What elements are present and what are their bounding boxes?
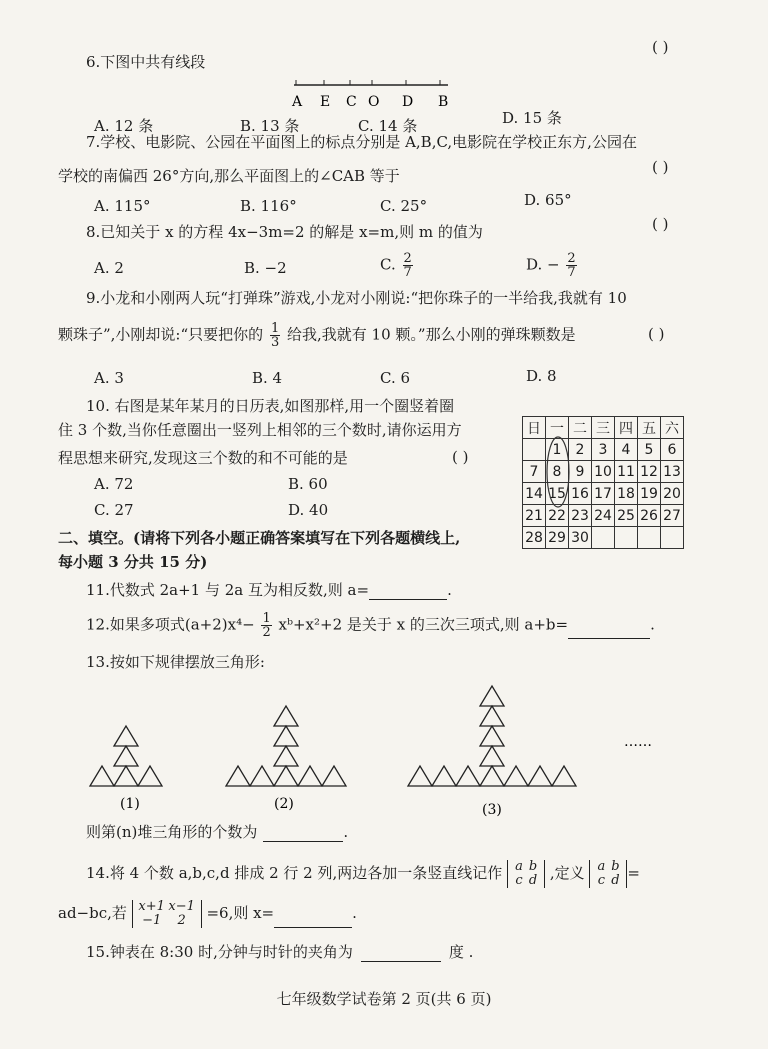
det-entry: a	[597, 859, 606, 874]
calendar-cell: 30	[569, 527, 592, 549]
q6-option-d: D. 15 条	[502, 109, 562, 127]
calendar-header-cell: 二	[569, 417, 592, 439]
calendar-cell: 7	[523, 461, 546, 483]
calendar-cell: 4	[615, 439, 638, 461]
det-entry: 2	[177, 913, 186, 928]
q14-determinant-notation	[507, 860, 545, 888]
calendar-cell	[661, 527, 684, 549]
det-entry: c	[597, 873, 606, 888]
det-entry: b	[528, 859, 538, 874]
calendar-cell: 8	[546, 461, 569, 483]
calendar-cell: 17	[592, 483, 615, 505]
calendar-cell: 10	[592, 461, 615, 483]
q7-line1: 7.学校、电影院、公园在平面图上的标点分别是 A,B,C,电影院在学校正东方,公园在	[86, 133, 637, 151]
q8-option-b: B. −2	[244, 259, 287, 277]
q14-text-c: ad−bc,若	[58, 904, 127, 922]
q7-option-d: D. 65°	[524, 191, 572, 209]
det-entry: b	[611, 859, 620, 874]
q14-determinant-definition	[589, 860, 627, 888]
calendar-circle-mark	[543, 434, 575, 512]
calendar-cell	[592, 527, 615, 549]
q10-option-a: A. 72	[94, 475, 134, 493]
q14-answer-blank[interactable]	[274, 913, 352, 928]
calendar-row	[523, 527, 684, 549]
q9-fraction	[270, 322, 280, 349]
calendar-cell: 9	[569, 461, 592, 483]
q9-line2-a: 颗珠子”,小刚却说:“只要把你的	[58, 325, 264, 344]
q8-option-c-fraction	[403, 252, 413, 279]
q6-answer-paren: ( )	[652, 38, 669, 56]
q12-text-a: 12.如果多项式(a+2)x⁴−	[86, 615, 255, 634]
q14-text-d: =6,则 x=	[206, 904, 275, 922]
q9-option-a: A. 3	[94, 369, 124, 387]
q9-line2-b: 给我,我就有 10 颗。”那么小刚的弹珠颗数是	[287, 325, 576, 344]
q11-answer-blank[interactable]	[369, 585, 447, 600]
q7-option-c: C. 25°	[380, 197, 428, 215]
q9-option-b: B. 4	[252, 369, 283, 387]
q8-stem: 8.已知关于 x 的方程 4x−3m=2 的解是 x=m,则 m 的值为	[86, 223, 483, 241]
calendar-header-cell: 一	[546, 417, 569, 439]
q13-label-3: (3)	[482, 802, 502, 818]
hand-circle	[547, 437, 569, 507]
q7-answer-paren: ( )	[652, 158, 669, 176]
q6-point-label: O	[368, 94, 380, 110]
calendar-cell: 24	[592, 505, 615, 527]
q10-line1: 10. 右图是某年某月的日历表,如图那样,用一个圈竖着圈	[86, 397, 455, 415]
q10-line3: 程思想来研究,发现这三个数的和不可能的是	[58, 449, 348, 467]
q13-ellipsis: ……	[624, 734, 652, 750]
calendar-cell: 19	[638, 483, 661, 505]
triangle-pile-3	[408, 686, 576, 786]
q13-question	[86, 822, 348, 842]
q11-text: 11.代数式 2a+1 与 2a 互为相反数,则 a=	[86, 581, 370, 599]
det-entry: x+1	[138, 899, 165, 914]
q14-text-a: 14.将 4 个数 a,b,c,d 排成 2 行 2 列,两边各加一条竖直线记作	[86, 864, 503, 882]
calendar-cell: 15	[546, 483, 569, 505]
q10-option-b: B. 60	[288, 475, 328, 493]
calendar-cell: 29	[546, 527, 569, 549]
q8-answer-paren: ( )	[652, 215, 669, 233]
q8-option-c-label: C.	[380, 255, 396, 274]
q11	[86, 580, 452, 600]
q10-option-d: D. 40	[288, 501, 329, 519]
frac-num: 2	[567, 251, 576, 266]
q12-answer-blank[interactable]	[568, 624, 650, 639]
q14-line1	[86, 860, 640, 888]
det-entry: d	[611, 873, 620, 888]
calendar-header-cell: 五	[638, 417, 661, 439]
calendar-cell: 20	[661, 483, 684, 505]
section2-heading-line2: 每小题 3 分共 15 分)	[58, 553, 208, 571]
q14-line2	[58, 900, 357, 928]
q13-label-1: (1)	[120, 796, 140, 812]
calendar-cell: 6	[661, 439, 684, 461]
frac-num: 1	[262, 611, 271, 626]
frac-den: 7	[567, 265, 576, 280]
det-entry: d	[528, 873, 538, 888]
q9-line2	[58, 322, 576, 349]
det-entry: c	[515, 873, 523, 888]
q6-point-label: C	[346, 94, 357, 110]
q8-option-d-label: D. −	[526, 255, 560, 274]
q11-end: .	[447, 581, 452, 599]
triangle-pile-1	[90, 726, 162, 786]
q14-text-b: ,定义	[549, 864, 585, 882]
calendar-cell: 5	[638, 439, 661, 461]
q7-option-b: B. 116°	[240, 197, 297, 215]
q8-option-c	[380, 252, 415, 279]
q9-line1: 9.小龙和小刚两人玩“打弹珠”游戏,小龙对小刚说:“把你珠子的一半给我,我就有 10	[86, 289, 627, 307]
calendar-cell: 11	[615, 461, 638, 483]
q9-answer-paren: ( )	[648, 325, 665, 343]
q6-option-c: C. 14 条	[358, 117, 418, 135]
calendar-cell: 27	[661, 505, 684, 527]
calendar-cell: 12	[638, 461, 661, 483]
calendar-cell: 23	[569, 505, 592, 527]
calendar-header-cell: 日	[523, 417, 546, 439]
q13-answer-blank[interactable]	[263, 827, 343, 842]
section2-heading-line1: 二、填空。(请将下列各小题正确答案填写在下列各题横线上,	[58, 529, 461, 547]
calendar-cell: 18	[615, 483, 638, 505]
calendar-header-cell: 三	[592, 417, 615, 439]
calendar-cell: 28	[523, 527, 546, 549]
q6-segment-figure	[288, 76, 458, 110]
frac-den: 2	[262, 625, 271, 640]
calendar-cell: 22	[546, 505, 569, 527]
q8-option-d-fraction	[566, 252, 576, 279]
frac-num: 1	[270, 321, 280, 336]
q6-point-label: D	[402, 94, 414, 110]
q10-line2: 住 3 个数,当你任意圈出一竖列上相邻的三个数时,请你运用方	[58, 421, 462, 439]
calendar-cell: 21	[523, 505, 546, 527]
q14-end: .	[352, 904, 357, 922]
calendar-cell: 14	[523, 483, 546, 505]
calendar-header-cell: 四	[615, 417, 638, 439]
q15-text-a: 15.钟表在 8:30 时,分钟与时针的夹角为	[86, 943, 353, 961]
q12	[86, 612, 655, 639]
frac-den: 7	[403, 265, 412, 280]
calendar-cell: 13	[661, 461, 684, 483]
page-footer: 七年级数学试卷第 2 页(共 6 页)	[276, 990, 492, 1008]
q12-text-b: xᵇ+x²+2 是关于 x 的三次三项式,则 a+b=	[278, 615, 569, 634]
calendar-cell: 25	[615, 505, 638, 527]
q15	[86, 942, 473, 962]
q13-end: .	[343, 823, 349, 841]
calendar-cell: 1	[546, 439, 569, 461]
det-entry: −1	[142, 913, 162, 928]
q6-stem: 6.下图中共有线段	[86, 53, 206, 71]
q10-answer-paren: ( )	[452, 448, 469, 466]
calendar-cell	[615, 527, 638, 549]
q6-option-a: A. 12 条	[94, 117, 154, 135]
q7-option-a: A. 115°	[94, 197, 151, 215]
calendar-cell: 3	[592, 439, 615, 461]
q9-option-d: D. 8	[526, 367, 557, 385]
calendar-header-cell: 六	[661, 417, 684, 439]
q9-option-c: C. 6	[380, 369, 411, 387]
q14-equals: =	[627, 864, 640, 882]
q13-label-2: (2)	[274, 796, 294, 812]
q7-line2: 学校的南偏西 26°方向,那么平面图上的∠CAB 等于	[58, 167, 400, 185]
frac-den: 3	[270, 335, 280, 350]
q12-end: .	[650, 615, 655, 634]
q13-triangle-figure	[82, 676, 652, 822]
q8-option-a: A. 2	[94, 259, 124, 277]
calendar-cell: 16	[569, 483, 592, 505]
q8-option-d	[526, 252, 579, 279]
q6-option-b: B. 13 条	[240, 117, 300, 135]
triangle-pile-2	[226, 706, 346, 786]
q13-stem: 13.按如下规律摆放三角形:	[86, 653, 265, 671]
det-entry: x−1	[168, 899, 195, 914]
calendar-cell: 26	[638, 505, 661, 527]
q6-point-label: A	[292, 94, 303, 110]
q6-point-label: E	[320, 94, 331, 110]
calendar-cell	[638, 527, 661, 549]
q15-text-b: 度 .	[448, 943, 474, 961]
q12-fraction	[261, 612, 271, 639]
frac-num: 2	[403, 251, 412, 266]
det-entry: a	[515, 859, 523, 874]
calendar-cell: 2	[569, 439, 592, 461]
q10-option-c: C. 27	[94, 501, 134, 519]
q13-question-text: 则第(n)堆三角形的个数为	[86, 823, 258, 841]
q14-determinant-given	[132, 900, 202, 928]
q15-answer-blank[interactable]	[361, 947, 441, 962]
q6-point-label: B	[438, 94, 449, 110]
